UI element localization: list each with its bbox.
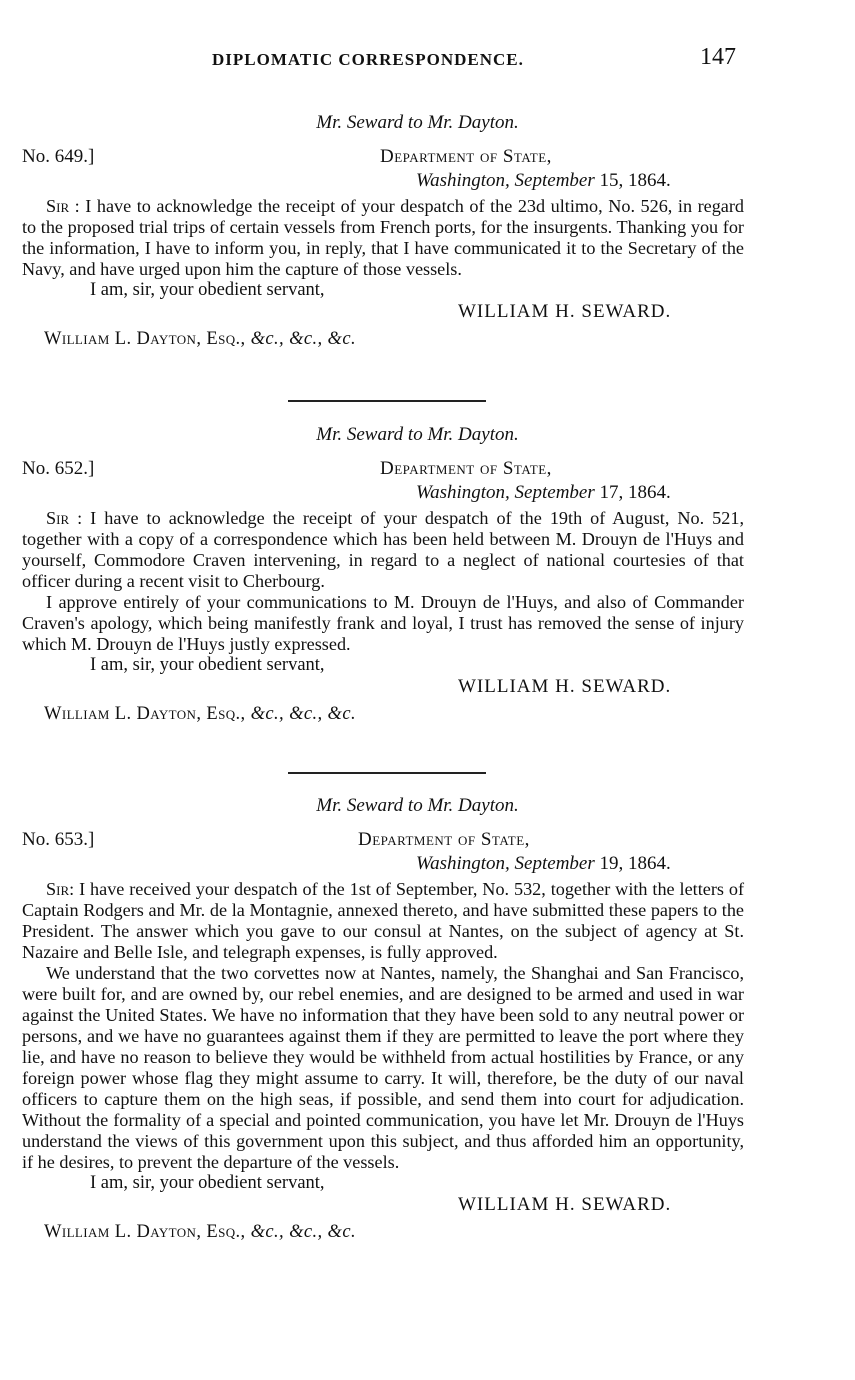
letter-dateline xyxy=(0,829,855,853)
addressee: William L. Dayton, Esq., &c., &c., &c. xyxy=(44,1222,356,1242)
date-day-year: 17, 1864. xyxy=(599,482,671,503)
letter-649 xyxy=(0,112,855,351)
body-paragraph: I approve entirely of your communications to M. Drouyn de l'Huys, and also of Commander Craven's apology, which being manifestly frank and loyal, I trust has removed the sense of injury which M. Drouyn de l'Huys justly expressed. xyxy=(22,592,744,654)
department-name: Department of State, xyxy=(380,146,552,167)
addressee: William L. Dayton, Esq., &c., &c., &c. xyxy=(44,704,356,724)
despatch-number: No. 649.] xyxy=(22,146,95,167)
date-place: Washington, xyxy=(416,170,510,191)
signature: WILLIAM H. SEWARD. xyxy=(458,676,672,697)
section-divider xyxy=(288,400,486,402)
signature-line xyxy=(0,676,855,702)
addressee: William L. Dayton, Esq., &c., &c., &c. xyxy=(44,329,356,349)
date-month: September xyxy=(514,482,595,503)
salutation: Sir : xyxy=(46,508,83,528)
signature-line xyxy=(0,301,855,327)
letter-date xyxy=(0,170,855,196)
despatch-number: No. 652.] xyxy=(22,458,95,479)
body-paragraph: We understand that the two corvettes now at Nantes, namely, the Shanghai and San Francisco, were built for, and are owned by, our rebel enemies, and are designed to be armed and used in war against the United States. We have no information that they have been sold to any neutral power or persons, and we have no guarantees against them if they are permitted to leave the port where they lie, and have no reason to believe they would be withheld from actual hostilities by France, or any foreign power whose flag they might assume to carry. It will, therefore, be the duty of our naval officers to capture them on the high seas, if possible, and send them into court for adjudication. Without the formality of a special and pointed communication, you have let Mr. Drouyn de l'Huys understand the views of this government upon this subject, and thus afforded him an opportunity, if he desires, to prevent the departure of the vessels. xyxy=(22,963,744,1172)
department-name: Department of State, xyxy=(358,829,530,850)
date-place: Washington, xyxy=(416,482,510,503)
closing-line: I am, sir, your obedient servant, xyxy=(90,280,325,300)
letter-652 xyxy=(0,424,855,726)
date-month: September xyxy=(514,853,595,874)
letter-body xyxy=(22,879,744,1173)
closing-line: I am, sir, your obedient servant, xyxy=(90,1173,325,1193)
salutation: Sir: xyxy=(46,879,75,899)
letter-body xyxy=(22,196,744,280)
letter-heading: Mr. Seward to Mr. Dayton. xyxy=(316,795,519,816)
letter-body xyxy=(22,508,744,655)
letter-dateline xyxy=(0,146,855,170)
department-name: Department of State, xyxy=(380,458,552,479)
signature: WILLIAM H. SEWARD. xyxy=(458,1194,672,1215)
letter-heading: Mr. Seward to Mr. Dayton. xyxy=(316,424,519,445)
letter-date xyxy=(0,853,855,879)
date-place: Washington, xyxy=(416,853,510,874)
signature: WILLIAM H. SEWARD. xyxy=(458,301,672,322)
salutation: Sir : xyxy=(46,196,80,216)
letter-dateline xyxy=(0,458,855,482)
letter-date xyxy=(0,482,855,508)
date-month: September xyxy=(514,170,595,191)
body-paragraph: Sir : I have to acknowledge the receipt of your despatch of the 19th of August, No. 521, together with a copy of a correspondence which has been held between M. Drouyn de l'Huys and yourself, Commodore Craven intervening, in regard to a neglect of national courtesies of that officer during a recent visit to Cherbourg. xyxy=(22,508,744,591)
page-number: 147 xyxy=(700,44,736,70)
date-day-year: 19, 1864. xyxy=(599,853,671,874)
body-paragraph: Sir: I have received your despatch of the 1st of September, No. 532, together with the letters of Captain Rodgers and Mr. de la Montagnie, annexed thereto, and have submitted these papers to the President. The answer which you gave to our consul at Nantes, on the subject of agency at St. Nazaire and Belle Isle, and telegraph expenses, is fully approved. xyxy=(22,879,745,962)
body-paragraph: Sir : I have to acknowledge the receipt of your despatch of the 23d ultimo, No. 526, in regard to the proposed trial trips of certain vessels from French ports, for the insurgents. Thanking you for the information, I have to inform you, in reply, that I have communicated it to the Secretary of the Navy, and have urged upon him the capture of those vessels. xyxy=(22,196,745,279)
letter-heading: Mr. Seward to Mr. Dayton. xyxy=(316,112,519,133)
section-divider xyxy=(288,772,486,774)
signature-line xyxy=(0,1194,855,1220)
closing-line: I am, sir, your obedient servant, xyxy=(90,655,325,675)
running-head-title: DIPLOMATIC CORRESPONDENCE. xyxy=(212,50,524,69)
despatch-number: No. 653.] xyxy=(22,829,95,850)
running-head xyxy=(0,44,855,74)
date-day-year: 15, 1864. xyxy=(599,170,671,191)
letter-653 xyxy=(0,795,855,1244)
